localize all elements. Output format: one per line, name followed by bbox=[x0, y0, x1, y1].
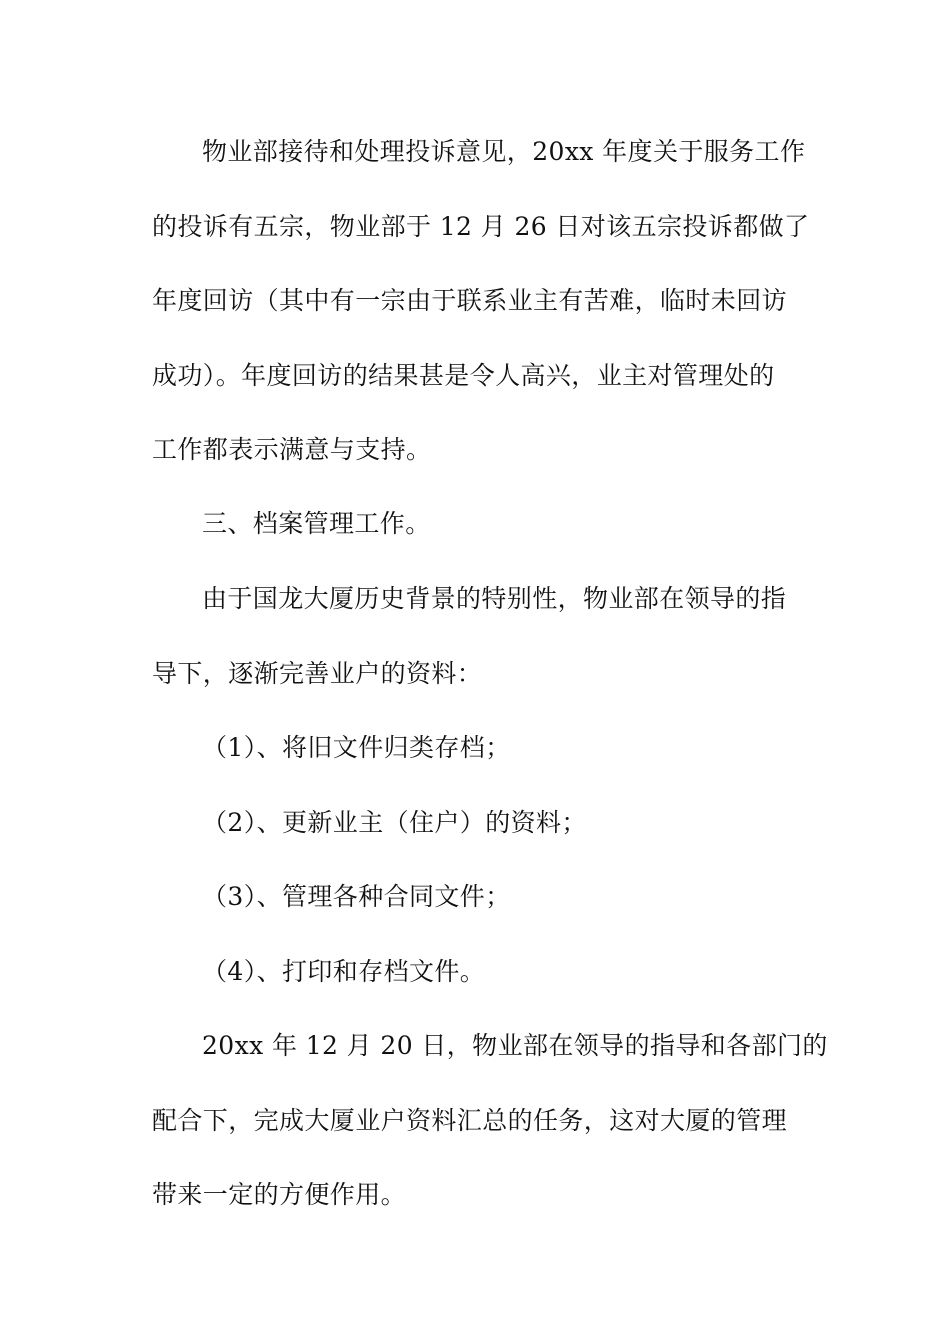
text-line: 成功）。年度回访的结果甚是令人高兴，业主对管理处的 bbox=[152, 360, 775, 390]
text-line: 20xx 年 12 月 20 日，物业部在领导的指导和各部门的 bbox=[202, 1031, 828, 1060]
section-heading-archive: 三、档案管理工作。 bbox=[202, 509, 431, 538]
text-line: 导下，逐渐完善业户的资料： bbox=[152, 658, 483, 688]
paragraph-archive-intro bbox=[152, 562, 802, 711]
text-line: 带来一定的方便作用。 bbox=[152, 1180, 407, 1209]
text-line: 的投诉有五宗，物业部于 12 月 26 日对该五宗投诉都做了 bbox=[152, 211, 810, 241]
text-line: 物业部接待和处理投诉意见，20xx 年度关于服务工作 bbox=[202, 137, 806, 166]
text-line: 工作都表示满意与支持。 bbox=[152, 435, 432, 464]
paragraph-summary bbox=[152, 1009, 828, 1233]
list-item: （4）、打印和存档文件。 bbox=[202, 957, 486, 986]
text-line: 配合下，完成大厦业户资料汇总的任务，这对大厦的管理 bbox=[152, 1105, 788, 1135]
text-line: 由于国龙大厦历史背景的特别性，物业部在领导的指 bbox=[202, 584, 787, 613]
list-item: （1）、将旧文件归类存档； bbox=[202, 733, 511, 762]
list-item: （2）、更新业主（住户）的资料； bbox=[202, 808, 587, 837]
text-line: 年度回访（其中有一宗由于联系业主有苦难，临时未回访 bbox=[152, 286, 788, 315]
paragraph-complaints bbox=[152, 115, 810, 488]
list-item: （3）、管理各种合同文件； bbox=[202, 882, 511, 911]
